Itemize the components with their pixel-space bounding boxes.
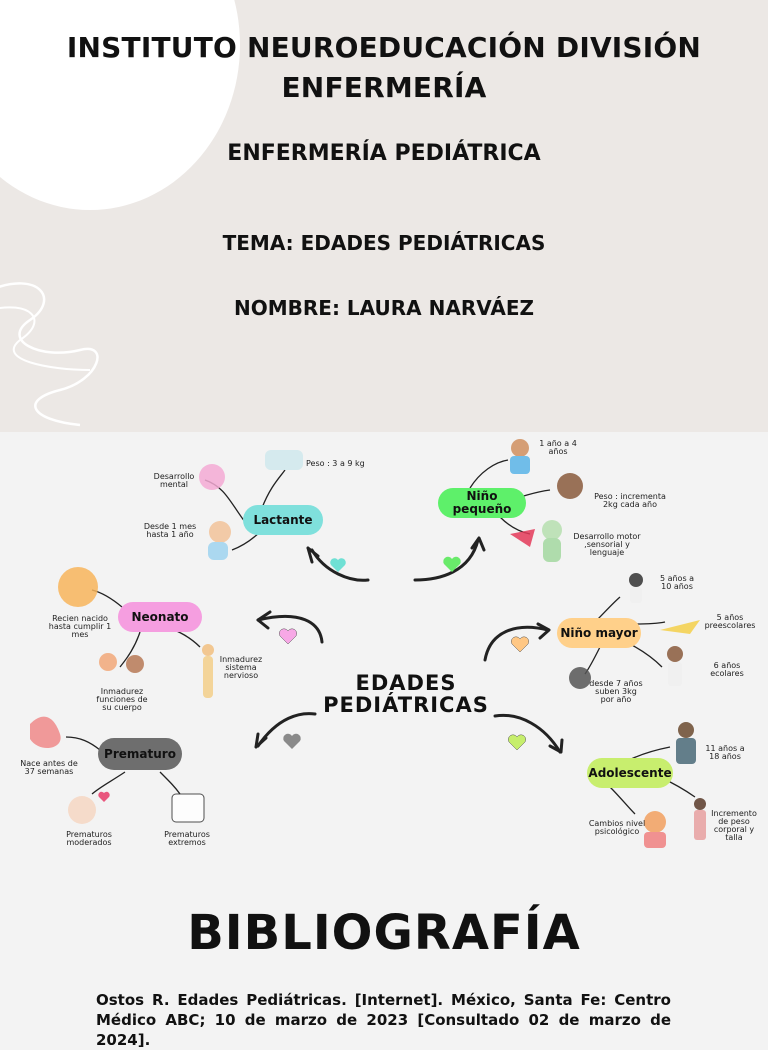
adolescente-item: Cambios nivel psicológico <box>588 819 646 836</box>
lactante-item: Peso : 3 a 9 kg <box>306 459 365 468</box>
node-adolescente: Adolescente <box>587 758 673 788</box>
prematuro-item: Prematuros extremos <box>164 830 210 847</box>
node-nino-pequeno-label: Niño pequeño <box>452 489 512 516</box>
nino-pequeno-item: Desarrollo motor ,sensorial y lenguaje <box>573 532 641 557</box>
mind-map <box>0 432 768 882</box>
institution-title: INSTITUTO NEUROEDUCACIÓN DIVISIÓN ENFERMERÍA <box>66 31 702 104</box>
node-nino-mayor: Niño mayor <box>557 618 641 648</box>
nino-mayor-item: 5 años preescolares <box>704 613 756 630</box>
nino-pequeno-item: 1 año a 4 años <box>539 439 577 456</box>
center-topic: EDADES PEDIÁTRICAS <box>323 671 489 717</box>
nino-pequeno-item: Peso : incrementa 2kg cada año <box>594 492 666 509</box>
lactante-item: Desde 1 mes hasta 1 año <box>143 522 197 539</box>
node-prematuro: Prematuro <box>98 738 182 770</box>
bibliography-entry: Ostos R. Edades Pediátricas. [Internet]. México, Santa Fe: Centro Médico ABC; 10 de marzo de 2023 [Consultado 02 de marzo de 2024]. <box>96 991 671 1049</box>
nino-mayor-item: desde 7 años suben 3kg por año <box>589 679 643 704</box>
author-name: NOMBRE: LAURA NARVÁEZ <box>234 296 534 320</box>
decorative-swirl-icon <box>0 270 160 432</box>
nino-mayor-item: 6 años ecolares <box>710 661 744 678</box>
neonato-item: Inmadurez sistema nervioso <box>219 655 263 680</box>
adolescente-item: Incremento de peso corporal y talla <box>711 809 757 842</box>
topic-title: TEMA: EDADES PEDIÁTRICAS <box>222 231 546 255</box>
adolescente-item: 11 años a 18 años <box>705 744 745 761</box>
bibliography-title: BIBLIOGRAFÍA <box>187 905 581 961</box>
subject-title: ENFERMERÍA PEDIÁTRICA <box>227 141 541 166</box>
node-nino-pequeno <box>438 488 526 518</box>
nino-mayor-item: 5 años a 10 años <box>659 574 695 591</box>
neonato-item: Recien nacido hasta cumplir 1 mes <box>48 614 112 639</box>
lactante-item: Desarrollo mental <box>153 472 195 489</box>
prematuro-item: Prematuros moderados <box>66 830 112 847</box>
header-section <box>0 0 768 432</box>
hearts <box>279 557 528 750</box>
prematuro-item: Nace antes de 37 semanas <box>20 759 78 776</box>
node-neonato: Neonato <box>118 602 202 632</box>
node-lactante: Lactante <box>243 505 323 535</box>
neonato-item: Inmadurez funciones de su cuerpo <box>96 687 148 712</box>
